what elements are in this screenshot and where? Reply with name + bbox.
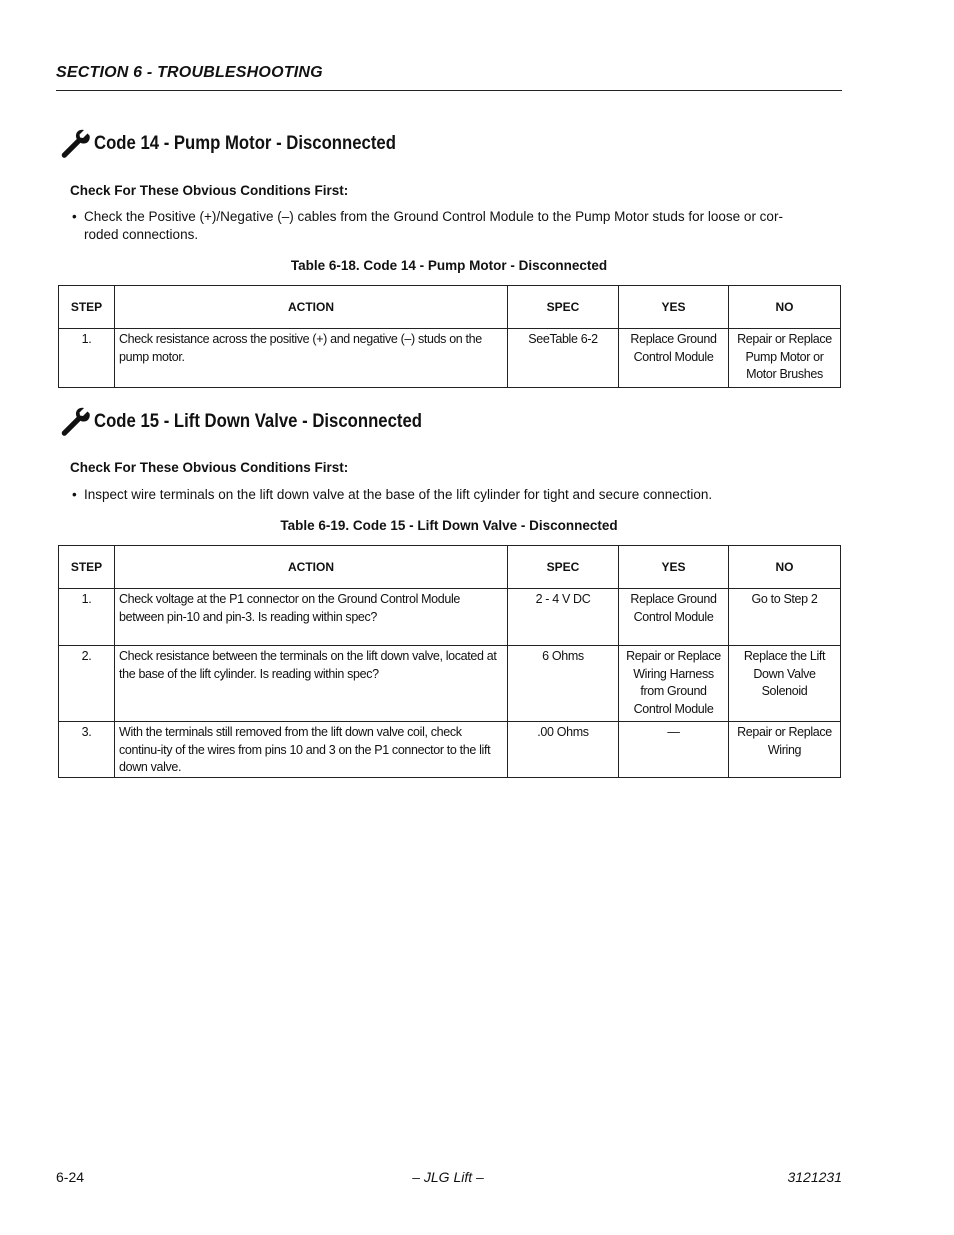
wrench-icon <box>60 407 90 437</box>
cell-yes: Replace Ground Control Module <box>619 329 729 388</box>
cell-spec: .00 Ohms <box>508 722 619 778</box>
bullet-dot: • <box>72 487 77 502</box>
cell-step: 3. <box>59 722 115 778</box>
code15-table-caption: Table 6-19. Code 15 - Lift Down Valve - Disconnected <box>280 518 618 533</box>
cell-yes: — <box>619 722 729 778</box>
code14-title: Code 14 - Pump Motor - Disconnected <box>94 133 396 154</box>
wrench-icon <box>60 129 90 159</box>
col-header-action: ACTION <box>115 546 508 589</box>
cell-action: Check resistance between the terminals on the lift down valve, located at the base of the lift cylinder. Is reading within spec? <box>115 646 508 722</box>
cell-yes: Replace Ground Control Module <box>619 589 729 646</box>
section-title: SECTION 6 - TROUBLESHOOTING <box>56 64 323 81</box>
table-row <box>59 646 841 722</box>
footer-page-number: 6-24 <box>56 1169 85 1185</box>
code15-title: Code 15 - Lift Down Valve - Disconnected <box>94 411 422 432</box>
cell-no: Replace the Lift Down Valve Solenoid <box>729 646 841 722</box>
code14-bullet <box>72 208 842 244</box>
code14-bullet-line1: Check the Positive (+)/Negative (–) cables from the Ground Control Module to the Pump Motor studs for loose or cor- <box>84 209 783 224</box>
col-header-spec: SPEC <box>508 546 619 589</box>
cell-step: 1. <box>59 589 115 646</box>
col-header-step: STEP <box>59 286 115 329</box>
table-header-row <box>59 286 841 329</box>
col-header-action: ACTION <box>115 286 508 329</box>
cell-no: Go to Step 2 <box>729 589 841 646</box>
code14-check-heading: Check For These Obvious Conditions First: <box>70 183 349 198</box>
code14-table-caption: Table 6-18. Code 14 - Pump Motor - Disconnected <box>290 258 608 273</box>
code14-heading <box>60 128 437 160</box>
cell-no: Repair or Replace Wiring <box>729 722 841 778</box>
col-header-no: NO <box>729 286 841 329</box>
code14-bullet-line2: roded connections. <box>84 227 199 242</box>
cell-step: 1. <box>59 329 115 388</box>
table-header-row <box>59 546 841 589</box>
footer-doc-number: 3121231 <box>787 1169 842 1185</box>
cell-action: Check voltage at the P1 connector on the Ground Control Module between pin-10 and pin-3. Is reading within spec? <box>115 589 508 646</box>
footer-center: – JLG Lift – <box>412 1169 484 1185</box>
cell-action: Check resistance across the positive (+) and negative (–) studs on the pump motor. <box>115 329 508 388</box>
section-header <box>56 64 842 91</box>
code15-heading <box>60 406 467 438</box>
code15-bullet <box>72 486 842 504</box>
cell-step: 2. <box>59 646 115 722</box>
col-header-yes: YES <box>619 546 729 589</box>
cell-yes: Repair or Replace Wiring Harness from Ground Control Module <box>619 646 729 722</box>
cell-spec: SeeTable 6-2 <box>508 329 619 388</box>
table-row <box>59 589 841 646</box>
bullet-dot: • <box>72 209 77 224</box>
table-row <box>59 329 841 388</box>
code15-check-heading: Check For These Obvious Conditions First: <box>70 460 349 475</box>
cell-spec: 6 Ohms <box>508 646 619 722</box>
col-header-spec: SPEC <box>508 286 619 329</box>
cell-spec: 2 - 4 V DC <box>508 589 619 646</box>
cell-action: With the terminals still removed from the lift down valve coil, check continu-ity of the wires from pins 10 and 3 on the P1 connector to the lift down valve. <box>115 722 508 778</box>
col-header-step: STEP <box>59 546 115 589</box>
cell-no: Repair or Replace Pump Motor or Motor Brushes <box>729 329 841 388</box>
col-header-no: NO <box>729 546 841 589</box>
code14-table <box>58 285 841 388</box>
code15-table <box>58 545 841 778</box>
col-header-yes: YES <box>619 286 729 329</box>
code15-bullet-text: Inspect wire terminals on the lift down valve at the base of the lift cylinder for tight and secure connection. <box>84 487 713 502</box>
table-row <box>59 722 841 778</box>
